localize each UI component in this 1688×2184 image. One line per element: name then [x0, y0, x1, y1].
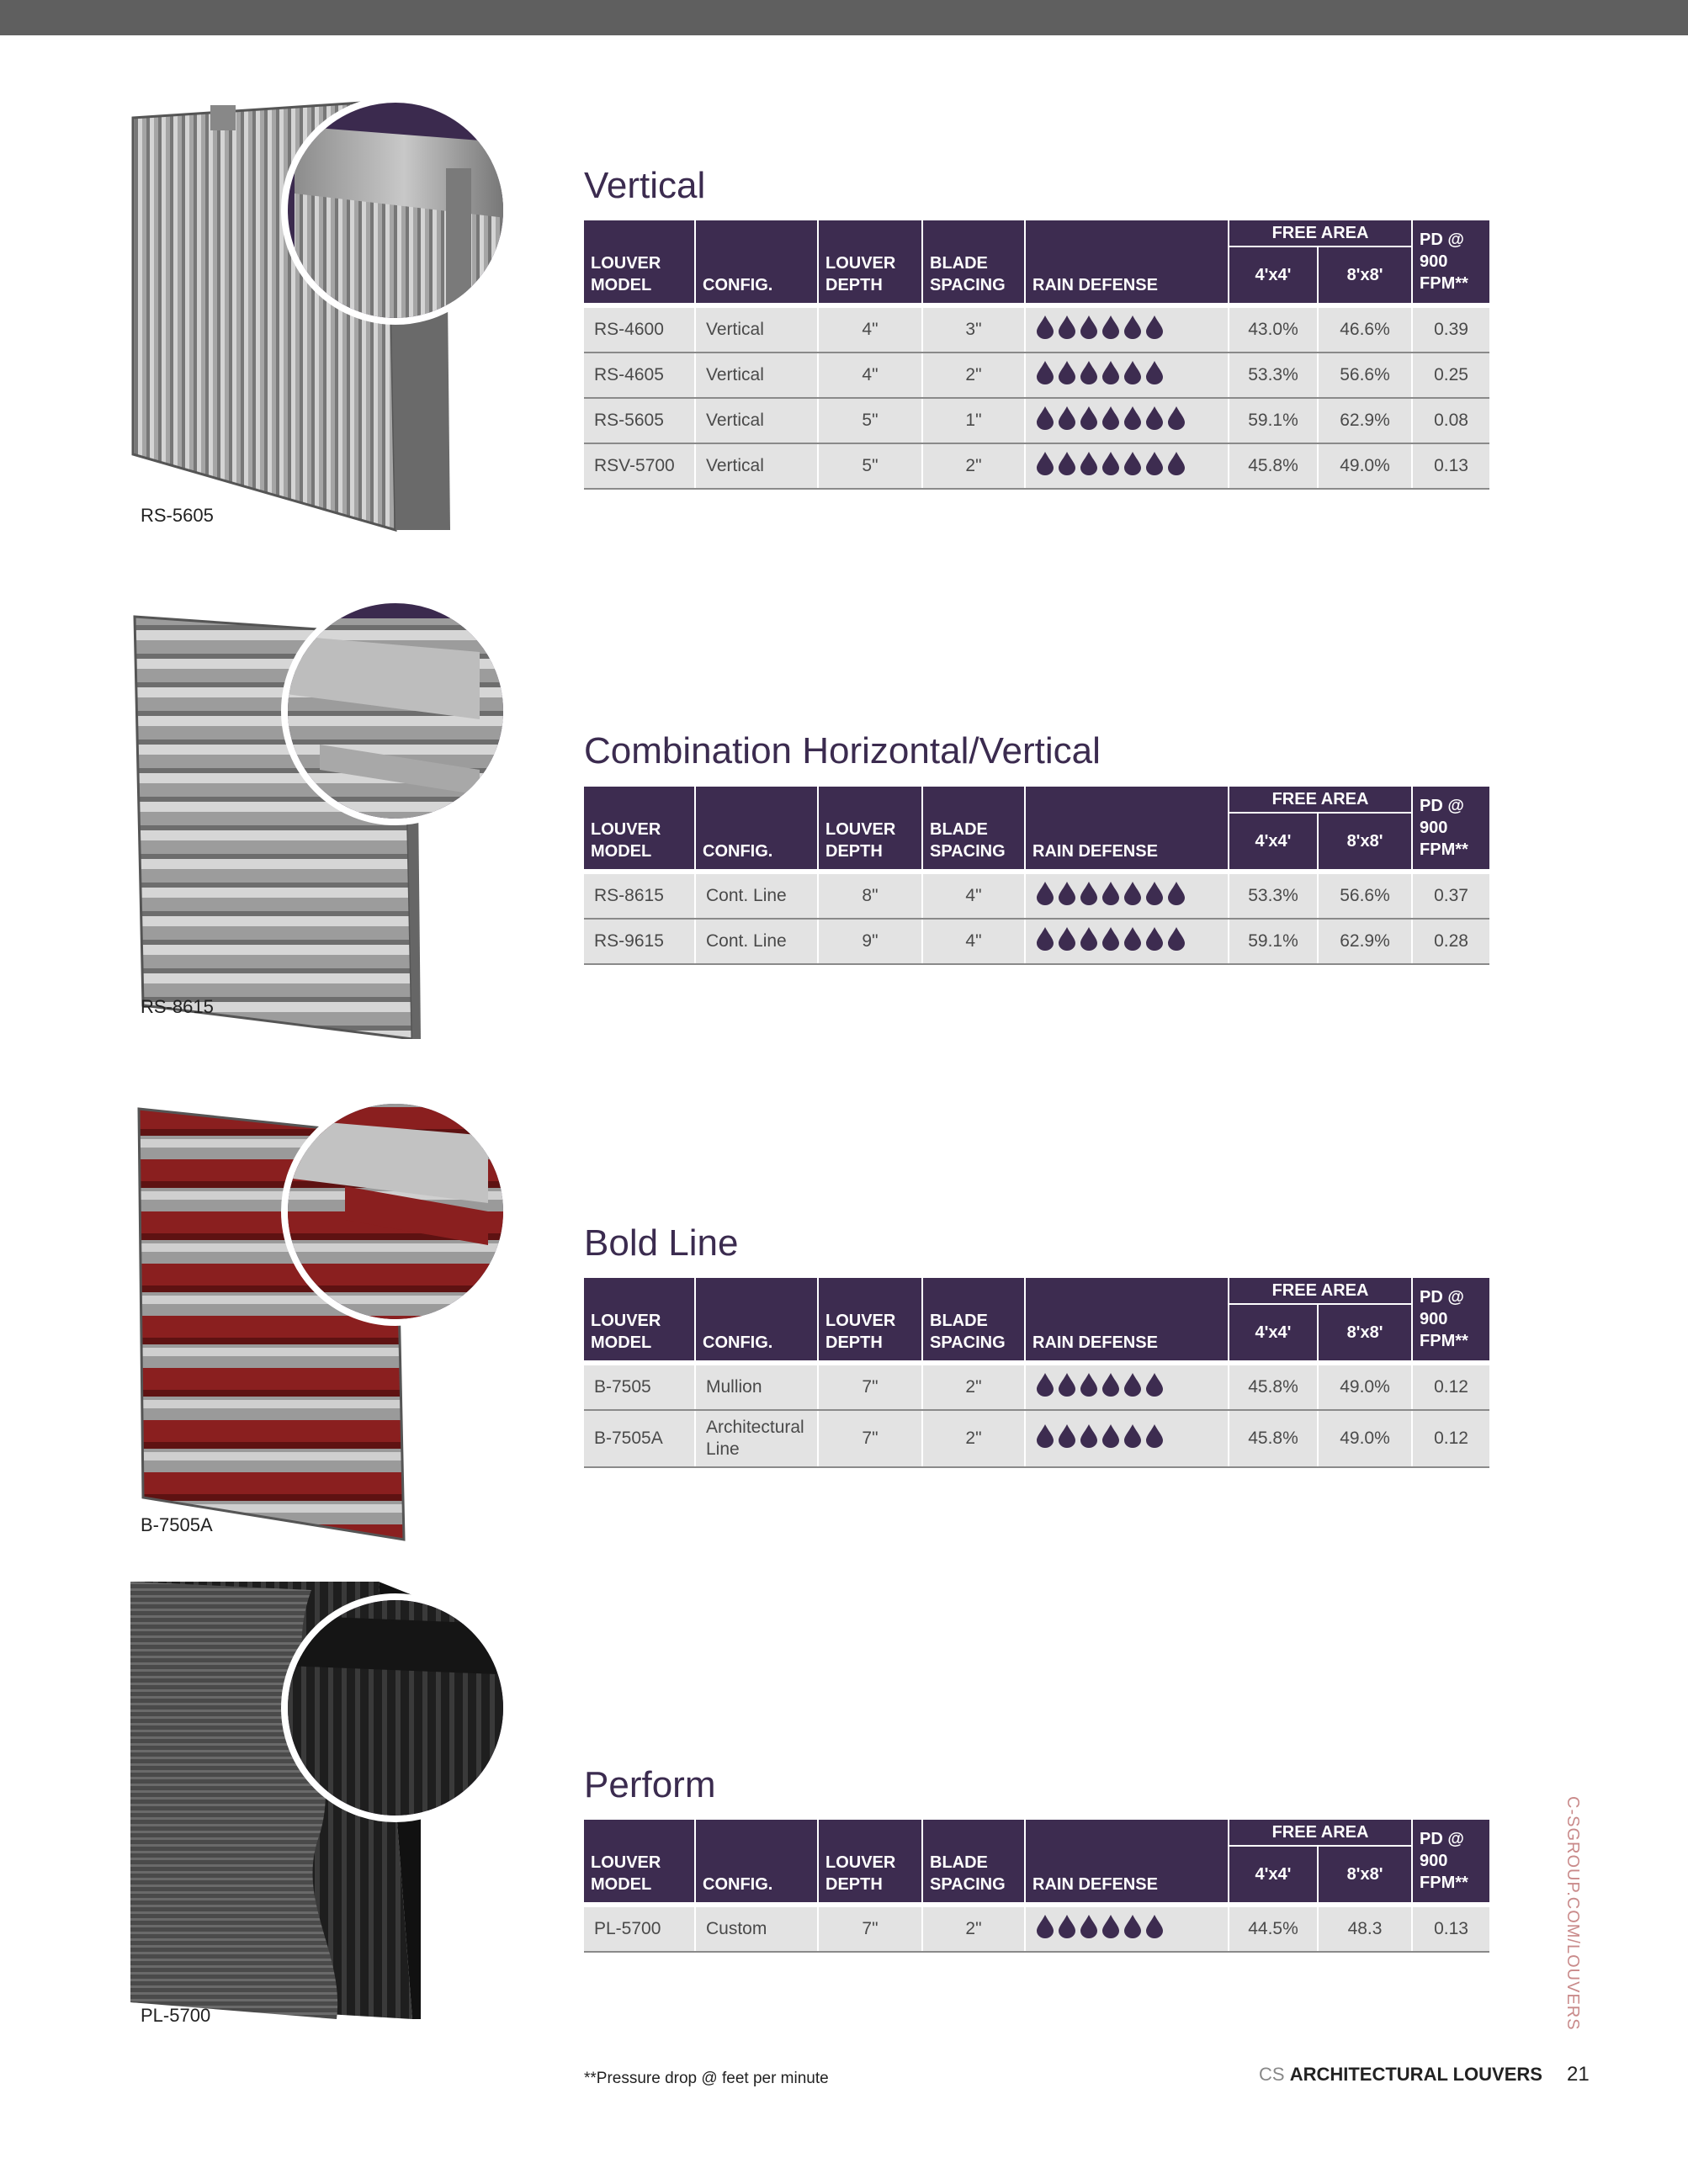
header-pd: [1412, 220, 1489, 305]
cell-model: RS-5605: [584, 398, 695, 443]
table-row: [584, 443, 1489, 489]
raindrop-icon: [1036, 1914, 1054, 1945]
brand-prefix: CS: [1259, 2064, 1285, 2085]
raindrop-icon: [1123, 315, 1142, 346]
cell-free-area-4x4: 59.1%: [1229, 919, 1318, 964]
raindrop-icon: [1058, 1372, 1076, 1403]
cell-spacing: 1": [922, 398, 1025, 443]
header-line: LOUVER: [825, 820, 896, 839]
cell-model: B-7505A: [584, 1410, 695, 1467]
header-line: LOUVER: [591, 1853, 661, 1872]
header-louver-depth: [818, 1820, 922, 1905]
raindrop-icon: [1101, 451, 1120, 482]
cell-model: B-7505: [584, 1363, 695, 1410]
header-rain-defense: RAIN DEFENSE: [1025, 1278, 1229, 1363]
header-blade-spacing: [922, 787, 1025, 872]
cell-free-area-8x8: 48.3: [1318, 1905, 1412, 1952]
header-line: SPACING: [930, 1875, 1006, 1894]
header-rain-defense: RAIN DEFENSE: [1025, 1820, 1229, 1905]
header-config: CONFIG.: [695, 787, 818, 872]
header-line: LOUVER: [825, 1853, 896, 1872]
header-louver-model: [584, 1278, 695, 1363]
cell-spacing: 2": [922, 1363, 1025, 1410]
cell-pd: 0.13: [1412, 443, 1489, 489]
header-line: PD @: [1420, 1830, 1464, 1848]
cell-spacing: 2": [922, 353, 1025, 398]
cell-free-area-8x8: 62.9%: [1318, 398, 1412, 443]
header-line: LOUVER: [591, 1312, 661, 1330]
footnote: **Pressure drop @ feet per minute: [584, 2070, 829, 2087]
spec-table-vertical: [584, 220, 1489, 490]
header-line: SPACING: [930, 842, 1006, 861]
raindrop-icon: [1145, 1372, 1164, 1403]
header-size-8x8: 8'x8': [1318, 246, 1412, 305]
raindrop-icon: [1101, 926, 1120, 957]
cell-free-area-4x4: 59.1%: [1229, 398, 1318, 443]
raindrop-icon: [1145, 1423, 1164, 1455]
raindrop-icon: [1058, 881, 1076, 912]
cell-free-area-4x4: 43.0%: [1229, 305, 1318, 353]
raindrop-icon: [1036, 1372, 1054, 1403]
product-label: RS-5605: [141, 505, 214, 526]
side-url: C-SGROUP.COM/LOUVERS: [1563, 1796, 1582, 2031]
header-line: FPM**: [1420, 1874, 1468, 1892]
raindrop-icon: [1080, 881, 1098, 912]
section-title-vertical: Vertical: [584, 165, 706, 206]
table-row: [584, 872, 1489, 919]
cell-rain-defense: [1025, 1363, 1229, 1410]
product-label: PL-5700: [141, 2005, 211, 2026]
cell-pd: 0.12: [1412, 1410, 1489, 1467]
cell-free-area-8x8: 49.0%: [1318, 1363, 1412, 1410]
header-line: MODEL: [591, 276, 652, 294]
raindrop-icon: [1080, 1372, 1098, 1403]
table-row: [584, 919, 1489, 964]
table-row: [584, 398, 1489, 443]
cell-free-area-4x4: 44.5%: [1229, 1905, 1318, 1952]
header-line: SPACING: [930, 276, 1006, 294]
raindrop-icon: [1036, 406, 1054, 437]
raindrop-icon: [1123, 451, 1142, 482]
raindrop-icon: [1123, 1372, 1142, 1403]
cell-depth: 7": [818, 1905, 922, 1952]
table-row: [584, 1410, 1489, 1467]
header-line: DEPTH: [825, 1875, 883, 1894]
cell-pd: 0.25: [1412, 353, 1489, 398]
raindrop-icon: [1123, 1914, 1142, 1945]
header-size-8x8: 8'x8': [1318, 1846, 1412, 1905]
raindrop-icon: [1145, 315, 1164, 346]
raindrop-icon: [1123, 1423, 1142, 1455]
header-louver-depth: [818, 1278, 922, 1363]
product-image-rs-5605: [126, 93, 513, 547]
header-line: FPM**: [1420, 1332, 1468, 1350]
header-config: CONFIG.: [695, 220, 818, 305]
header-line: LOUVER: [825, 1312, 896, 1330]
header-line: 900: [1420, 1852, 1448, 1870]
cell-depth: 9": [818, 919, 922, 964]
header-line: LOUVER: [591, 254, 661, 273]
raindrop-icon: [1101, 406, 1120, 437]
header-free-area: FREE AREA: [1229, 1278, 1412, 1304]
header-line: FPM**: [1420, 274, 1468, 293]
raindrop-icon: [1123, 406, 1142, 437]
raindrop-icon: [1145, 406, 1164, 437]
header-line: PD @: [1420, 1288, 1464, 1307]
raindrop-icon: [1145, 360, 1164, 391]
header-free-area: FREE AREA: [1229, 1820, 1412, 1846]
cell-rain-defense: [1025, 398, 1229, 443]
cell-spacing: 2": [922, 1410, 1025, 1467]
cell-free-area-8x8: 49.0%: [1318, 1410, 1412, 1467]
raindrop-icon: [1080, 1423, 1098, 1455]
cell-spacing: 4": [922, 872, 1025, 919]
raindrop-icon: [1036, 451, 1054, 482]
raindrop-icon: [1058, 1914, 1076, 1945]
cell-model: RS-4600: [584, 305, 695, 353]
top-bar: [0, 0, 1688, 35]
cell-free-area-8x8: 62.9%: [1318, 919, 1412, 964]
cell-rain-defense: [1025, 305, 1229, 353]
raindrop-icon: [1101, 1914, 1120, 1945]
header-line: BLADE: [930, 820, 988, 839]
header-blade-spacing: [922, 1820, 1025, 1905]
cell-model: RSV-5700: [584, 443, 695, 489]
cell-config: Vertical: [695, 353, 818, 398]
header-rain-defense: RAIN DEFENSE: [1025, 220, 1229, 305]
cell-pd: 0.13: [1412, 1905, 1489, 1952]
raindrop-icon: [1080, 406, 1098, 437]
cell-config: Mullion: [695, 1363, 818, 1410]
header-line: 900: [1420, 819, 1448, 837]
spec-table-perform: [584, 1820, 1489, 1953]
header-louver-model: [584, 787, 695, 872]
cell-free-area-4x4: 53.3%: [1229, 872, 1318, 919]
header-line: LOUVER: [825, 254, 896, 273]
spec-table-bold-line: [584, 1278, 1489, 1468]
cell-config: Vertical: [695, 443, 818, 489]
raindrop-icon: [1123, 926, 1142, 957]
header-line: PD @: [1420, 231, 1464, 249]
product-label: RS-8615: [141, 996, 214, 1017]
header-line: DEPTH: [825, 276, 883, 294]
table-row: [584, 305, 1489, 353]
raindrop-icon: [1101, 881, 1120, 912]
header-pd: [1412, 787, 1489, 872]
header-line: BLADE: [930, 1853, 988, 1872]
cell-model: RS-9615: [584, 919, 695, 964]
raindrop-icon: [1036, 926, 1054, 957]
header-free-area: FREE AREA: [1229, 787, 1412, 813]
cell-free-area-4x4: 53.3%: [1229, 353, 1318, 398]
header-line: DEPTH: [825, 842, 883, 861]
raindrop-icon: [1167, 926, 1186, 957]
spec-table-combination: [584, 787, 1489, 965]
raindrop-icon: [1101, 315, 1120, 346]
cell-config: Vertical: [695, 305, 818, 353]
header-rain-defense: RAIN DEFENSE: [1025, 787, 1229, 872]
raindrop-icon: [1080, 315, 1098, 346]
raindrop-icon: [1058, 1423, 1076, 1455]
cell-depth: 4": [818, 353, 922, 398]
raindrop-icon: [1080, 1914, 1098, 1945]
header-size-8x8: 8'x8': [1318, 813, 1412, 872]
header-size-4x4: 4'x4': [1229, 1304, 1318, 1363]
cell-free-area-8x8: 56.6%: [1318, 353, 1412, 398]
raindrop-icon: [1167, 881, 1186, 912]
header-size-8x8: 8'x8': [1318, 1304, 1412, 1363]
raindrop-icon: [1145, 1914, 1164, 1945]
header-free-area: FREE AREA: [1229, 220, 1412, 246]
cell-depth: 4": [818, 305, 922, 353]
cell-depth: 5": [818, 398, 922, 443]
product-label: B-7505A: [141, 1514, 213, 1535]
header-louver-model: [584, 220, 695, 305]
header-config: CONFIG.: [695, 1820, 818, 1905]
raindrop-icon: [1080, 451, 1098, 482]
cell-model: RS-8615: [584, 872, 695, 919]
cell-spacing: 2": [922, 443, 1025, 489]
cell-pd: 0.28: [1412, 919, 1489, 964]
header-line: SPACING: [930, 1333, 1006, 1352]
table-row: [584, 353, 1489, 398]
raindrop-icon: [1036, 315, 1054, 346]
header-line: MODEL: [591, 1333, 652, 1352]
brand-name: ARCHITECTURAL LOUVERS: [1289, 2064, 1542, 2085]
section-title-bold-line: Bold Line: [584, 1222, 739, 1264]
cell-depth: 8": [818, 872, 922, 919]
cell-config: Vertical: [695, 398, 818, 443]
cell-model: PL-5700: [584, 1905, 695, 1952]
page-number: 21: [1567, 2063, 1590, 2086]
cell-pd: 0.08: [1412, 398, 1489, 443]
header-size-4x4: 4'x4': [1229, 813, 1318, 872]
raindrop-icon: [1058, 360, 1076, 391]
cell-free-area-8x8: 56.6%: [1318, 872, 1412, 919]
cell-config: Cont. Line: [695, 919, 818, 964]
cell-depth: 7": [818, 1410, 922, 1467]
product-image-rs-8615: [126, 602, 513, 1039]
header-line: LOUVER: [591, 820, 661, 839]
cell-model: RS-4605: [584, 353, 695, 398]
raindrop-icon: [1080, 926, 1098, 957]
raindrop-icon: [1036, 881, 1054, 912]
cell-pd: 0.37: [1412, 872, 1489, 919]
header-size-4x4: 4'x4': [1229, 1846, 1318, 1905]
header-line: DEPTH: [825, 1333, 883, 1352]
header-louver-depth: [818, 220, 922, 305]
header-louver-depth: [818, 787, 922, 872]
cell-free-area-4x4: 45.8%: [1229, 1363, 1318, 1410]
header-line: PD @: [1420, 797, 1464, 815]
raindrop-icon: [1167, 406, 1186, 437]
header-blade-spacing: [922, 220, 1025, 305]
section-title-perform: Perform: [584, 1764, 716, 1805]
raindrop-icon: [1123, 881, 1142, 912]
raindrop-icon: [1167, 451, 1186, 482]
raindrop-icon: [1123, 360, 1142, 391]
table-row: [584, 1905, 1489, 1952]
header-line: FPM**: [1420, 840, 1468, 859]
footer-brand: [1259, 2064, 1542, 2086]
cell-rain-defense: [1025, 919, 1229, 964]
product-image-pl-5700: [126, 1582, 513, 2028]
cell-rain-defense: [1025, 443, 1229, 489]
cell-config: Cont. Line: [695, 872, 818, 919]
header-pd: [1412, 1278, 1489, 1363]
header-line: MODEL: [591, 842, 652, 861]
raindrop-icon: [1101, 1372, 1120, 1403]
raindrop-icon: [1036, 1423, 1054, 1455]
cell-config: Architectural Line: [695, 1410, 818, 1467]
raindrop-icon: [1145, 451, 1164, 482]
header-louver-model: [584, 1820, 695, 1905]
cell-rain-defense: [1025, 1410, 1229, 1467]
raindrop-icon: [1058, 315, 1076, 346]
raindrop-icon: [1058, 451, 1076, 482]
section-title-combination: Combination Horizontal/Vertical: [584, 730, 1101, 771]
header-line: 900: [1420, 1310, 1448, 1328]
raindrop-icon: [1080, 360, 1098, 391]
header-line: BLADE: [930, 1312, 988, 1330]
cell-rain-defense: [1025, 872, 1229, 919]
raindrop-icon: [1058, 406, 1076, 437]
raindrop-icon: [1101, 1423, 1120, 1455]
cell-config: Custom: [695, 1905, 818, 1952]
cell-pd: 0.12: [1412, 1363, 1489, 1410]
cell-spacing: 3": [922, 305, 1025, 353]
cell-free-area-8x8: 46.6%: [1318, 305, 1412, 353]
header-config: CONFIG.: [695, 1278, 818, 1363]
raindrop-icon: [1101, 360, 1120, 391]
cell-rain-defense: [1025, 1905, 1229, 1952]
raindrop-icon: [1145, 881, 1164, 912]
product-image-b-7505a: [126, 1102, 513, 1548]
cell-depth: 5": [818, 443, 922, 489]
cell-free-area-4x4: 45.8%: [1229, 443, 1318, 489]
header-pd: [1412, 1820, 1489, 1905]
header-line: MODEL: [591, 1875, 652, 1894]
raindrop-icon: [1058, 926, 1076, 957]
cell-pd: 0.39: [1412, 305, 1489, 353]
raindrop-icon: [1145, 926, 1164, 957]
raindrop-icon: [1036, 360, 1054, 391]
cell-spacing: 2": [922, 1905, 1025, 1952]
header-line: 900: [1420, 252, 1448, 271]
cell-rain-defense: [1025, 353, 1229, 398]
header-size-4x4: 4'x4': [1229, 246, 1318, 305]
header-blade-spacing: [922, 1278, 1025, 1363]
cell-free-area-8x8: 49.0%: [1318, 443, 1412, 489]
header-line: BLADE: [930, 254, 988, 273]
cell-free-area-4x4: 45.8%: [1229, 1410, 1318, 1467]
table-row: [584, 1363, 1489, 1410]
cell-depth: 7": [818, 1363, 922, 1410]
cell-spacing: 4": [922, 919, 1025, 964]
